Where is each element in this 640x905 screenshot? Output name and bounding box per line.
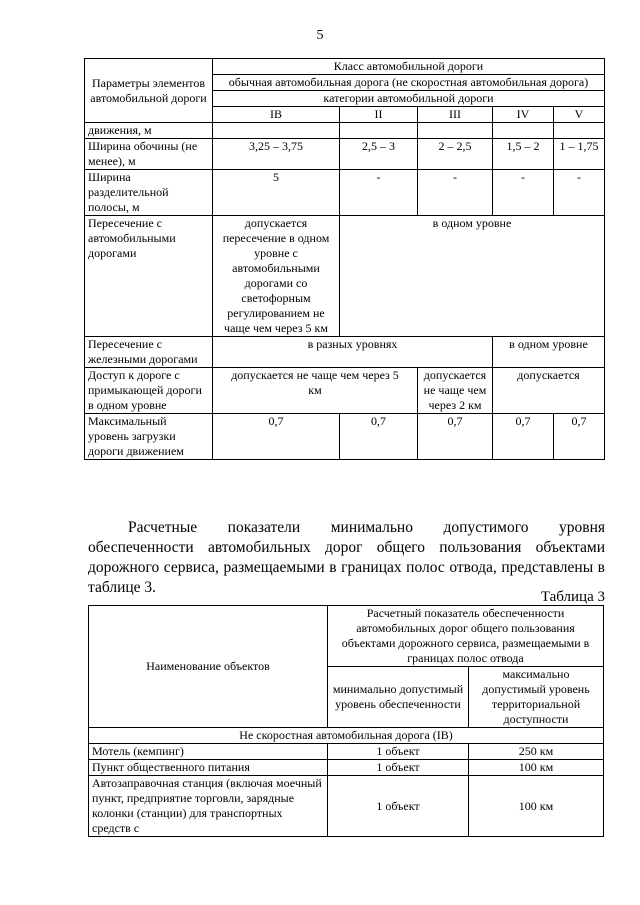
max-load-value: 0,7 — [554, 414, 605, 460]
shoulder-value: 2,5 – 3 — [340, 139, 418, 170]
access-label: Доступ к дороге с примыкающей дороги в одном уровне — [85, 368, 213, 414]
table-row — [85, 123, 605, 139]
divider-value: - — [554, 170, 605, 216]
page-number: 5 — [316, 28, 324, 43]
access-allowed: допускается — [493, 368, 605, 414]
max-load-value: 0,7 — [418, 414, 493, 460]
object-min: 1 объект — [328, 760, 469, 776]
min-level-header: минимально допустимый уровень обеспеченности — [328, 667, 469, 728]
object-name: Пункт общественного питания — [89, 760, 328, 776]
table-row — [85, 414, 605, 460]
object-name: Автозаправочная станция (включая моечный пункт, предприятие торговли, зарядные колонки (станции) для транспортных средств с — [89, 776, 328, 837]
shoulder-value: 1 – 1,75 — [554, 139, 605, 170]
table-row — [85, 139, 605, 170]
object-max: 100 км — [469, 760, 604, 776]
table-row — [85, 170, 605, 216]
road-crossing-others: в одном уровне — [340, 216, 605, 337]
table-row — [89, 776, 604, 837]
shoulder-value: 3,25 – 3,75 — [213, 139, 340, 170]
object-min: 1 объект — [328, 744, 469, 760]
class-header: Класс автомобильной дороги — [213, 59, 605, 75]
divider-value: 5 — [213, 170, 340, 216]
category-v: V — [554, 107, 605, 123]
max-load-label: Максимальный уровень загрузки дороги движением — [85, 414, 213, 460]
max-load-value: 0,7 — [213, 414, 340, 460]
category-ib: IB — [213, 107, 340, 123]
lane-width-label-tail: движения, м — [85, 123, 213, 139]
rail-crossing-label: Пересечение с железными дорогами — [85, 337, 213, 368]
shoulder-value: 2 – 2,5 — [418, 139, 493, 170]
empty-cell — [493, 123, 554, 139]
params-header: Параметры элементов автомобильной дороги — [85, 59, 213, 123]
category-ii: II — [340, 107, 418, 123]
shoulder-width-label: Ширина обочины (не менее), м — [85, 139, 213, 170]
section-header: Не скоростная автомобильная дорога (IB) — [89, 728, 604, 744]
empty-cell — [554, 123, 605, 139]
empty-cell — [213, 123, 340, 139]
category-iii: III — [418, 107, 493, 123]
table-row — [89, 760, 604, 776]
object-max: 250 км — [469, 744, 604, 760]
road-type-header: обычная автомобильная дорога (не скоростная автомобильная дорога) — [213, 75, 605, 91]
max-load-value: 0,7 — [493, 414, 554, 460]
table-row — [85, 368, 605, 414]
road-parameters-table — [84, 58, 605, 460]
table-row — [85, 337, 605, 368]
access-2km: допускается не чаще чем через 2 км — [418, 368, 493, 414]
road-service-table — [88, 605, 604, 837]
categories-header: категории автомобильной дороги — [213, 91, 605, 107]
divider-value: - — [340, 170, 418, 216]
object-max: 100 км — [469, 776, 604, 837]
access-5km: допускается не чаще чем через 5 км — [213, 368, 418, 414]
divider-value: - — [493, 170, 554, 216]
divider-value: - — [418, 170, 493, 216]
empty-cell — [340, 123, 418, 139]
divider-width-label: Ширина разделительной полосы, м — [85, 170, 213, 216]
indicator-header: Расчетный показатель обеспеченности автомобильных дорог общего пользования объектами дорожного сервиса, размещаемыми в границах полос отвода — [328, 606, 604, 667]
category-iv: IV — [493, 107, 554, 123]
object-min: 1 объект — [328, 776, 469, 837]
empty-cell — [418, 123, 493, 139]
rail-crossing-different-levels: в разных уровнях — [213, 337, 493, 368]
body-paragraph: Расчетные показатели минимально допустимого уровня обеспеченности автомобильных дорог общего пользования объектами дорожного сервиса, размещаемыми в границах полос отвода, представлены в таблице 3. — [88, 519, 605, 596]
object-name: Мотель (кемпинг) — [89, 744, 328, 760]
table-row — [89, 744, 604, 760]
rail-crossing-same-level: в одном уровне — [493, 337, 605, 368]
max-load-value: 0,7 — [340, 414, 418, 460]
table-3-label: Таблица 3 — [540, 589, 605, 605]
road-crossing-label: Пересечение с автомобильными дорогами — [85, 216, 213, 337]
table-row — [85, 216, 605, 337]
shoulder-value: 1,5 – 2 — [493, 139, 554, 170]
objects-name-header: Наименование объектов — [89, 606, 328, 728]
road-crossing-ib: допускается пересечение в одном уровне с автомобильными дорогами со светофорным регулированием не чаще чем через 5 км — [213, 216, 340, 337]
max-access-header: максимально допустимый уровень территориальной доступности — [469, 667, 604, 728]
